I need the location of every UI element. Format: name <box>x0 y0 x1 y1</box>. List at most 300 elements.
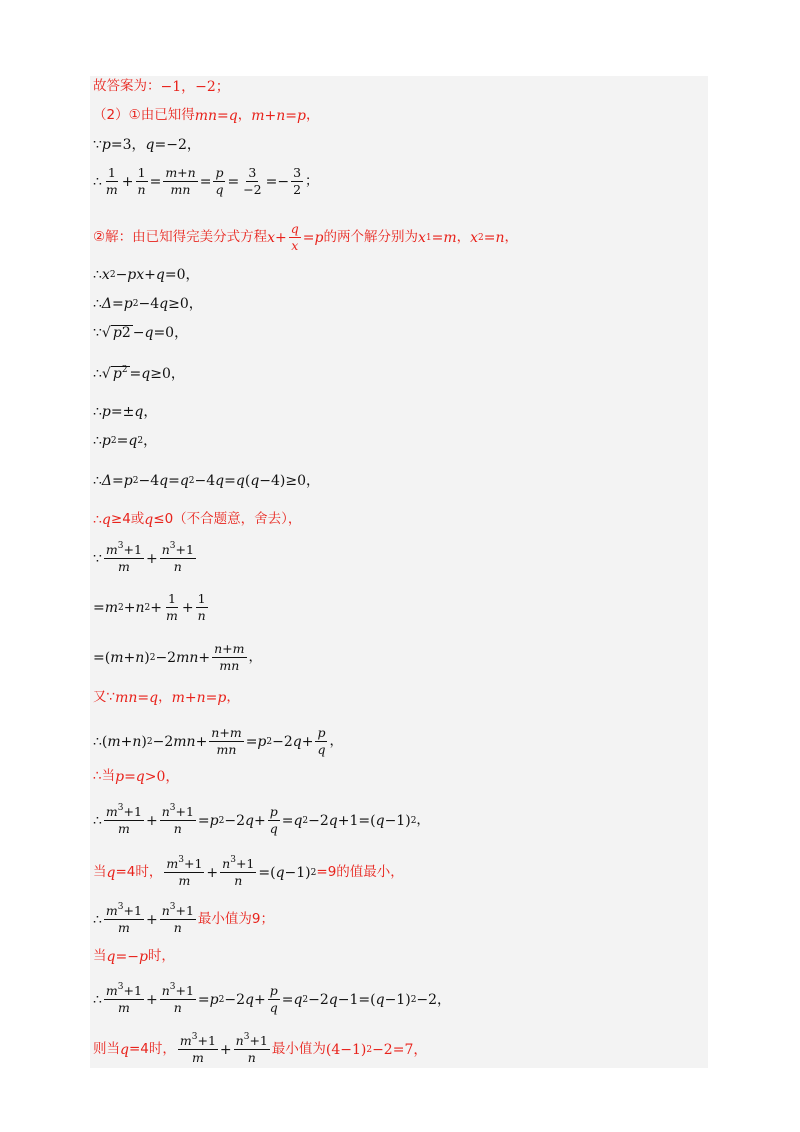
radical-sign: √ <box>101 325 111 341</box>
math: n <box>161 804 170 819</box>
denominator: n <box>173 920 182 936</box>
math: q <box>101 512 111 528</box>
text: 最小值为 <box>271 1041 326 1058</box>
text: ， <box>504 229 519 246</box>
math: +1 <box>175 804 194 819</box>
numerator: 1 <box>166 592 178 608</box>
text: 时， <box>147 948 175 965</box>
text: 最小值为9； <box>197 911 275 928</box>
math: q <box>128 433 138 449</box>
math: n <box>132 733 142 750</box>
answer-line-7: ∴ Δ = p 2 −4 q ≥0， <box>93 296 203 312</box>
because-symbol: ∵ <box>93 324 102 341</box>
math: q <box>155 267 165 283</box>
math: +1 <box>175 983 194 998</box>
text: ； <box>305 173 319 190</box>
superscript: 3 <box>169 982 176 992</box>
text: 则当 <box>93 1041 120 1058</box>
math: m <box>104 599 119 616</box>
text: =4时， <box>115 864 163 881</box>
math: = <box>129 365 142 382</box>
denominator: q <box>269 1000 278 1016</box>
answer-line-2 <box>93 109 319 123</box>
numerator: p <box>268 805 280 821</box>
math: = <box>199 173 212 190</box>
math: −4 <box>138 473 160 489</box>
math: p <box>209 991 219 1008</box>
therefore-symbol: ∴ <box>93 812 102 829</box>
math: = <box>431 229 444 246</box>
math: + <box>123 649 136 666</box>
numerator: p <box>213 166 225 182</box>
math: m <box>171 690 185 706</box>
math: +1 <box>123 804 142 819</box>
math: x <box>267 229 276 246</box>
math: + <box>195 733 208 750</box>
math: q <box>141 365 151 382</box>
superscript: 2 <box>121 365 128 375</box>
numerator <box>160 805 196 821</box>
fraction <box>289 222 301 254</box>
therefore-symbol: ∴ <box>93 473 102 489</box>
superscript: 3 <box>169 541 176 551</box>
math: ) <box>144 649 150 666</box>
math: q <box>159 296 169 312</box>
math: x <box>101 267 110 283</box>
therefore-symbol: ∴ <box>93 267 102 283</box>
superscript: 3 <box>117 902 124 912</box>
answer-line-8 <box>93 325 188 340</box>
math: q <box>120 1041 129 1058</box>
math: m <box>105 903 118 918</box>
math: m <box>179 1033 192 1048</box>
math: + <box>264 108 277 124</box>
numerator: p <box>315 726 327 742</box>
math: + <box>145 991 158 1008</box>
numerator <box>104 984 144 1000</box>
math: +1 <box>249 1033 268 1048</box>
math: p <box>209 812 219 829</box>
math: = <box>483 229 496 246</box>
math: −1) <box>384 812 411 829</box>
math: n <box>196 690 206 706</box>
math: = <box>116 433 129 449</box>
text: （2）①由已知得 <box>93 107 195 124</box>
math: =0， <box>164 267 200 283</box>
math: = <box>137 690 150 706</box>
text: ②解：由已知得完美分式方程 <box>93 229 268 246</box>
math: −2 <box>308 991 329 1008</box>
therefore-symbol: ∴ <box>93 296 102 312</box>
radical-sign: √ <box>101 366 111 382</box>
math: +1 <box>175 903 194 918</box>
math: n <box>235 1033 244 1048</box>
answer-line-4 <box>93 166 319 198</box>
math: + <box>184 690 197 706</box>
math: p <box>115 769 125 785</box>
math: m <box>107 733 121 750</box>
math: p <box>101 433 111 449</box>
math: q <box>292 733 302 750</box>
because-symbol: ∵ <box>93 137 102 153</box>
superscript: 3 <box>117 803 124 813</box>
numerator: 1 <box>106 166 118 182</box>
math: = <box>168 473 180 489</box>
text: 当 <box>93 948 107 965</box>
math: q <box>375 812 385 829</box>
math: q <box>293 991 303 1008</box>
therefore-symbol: ∴ <box>93 991 102 1008</box>
text: ∴当 <box>93 768 116 785</box>
math: p <box>123 473 133 489</box>
math: +1 <box>197 1033 216 1048</box>
math: p <box>101 404 111 420</box>
math: p <box>112 366 122 382</box>
math: mn <box>115 690 138 706</box>
therefore-symbol: ∴ <box>93 512 102 528</box>
math: p <box>217 690 227 706</box>
math: p <box>112 325 122 341</box>
math: −1，−2； <box>160 79 230 95</box>
numerator <box>104 543 144 559</box>
superscript: 3 <box>230 855 236 865</box>
math: −1) <box>284 864 311 881</box>
answer-line-9 <box>93 366 185 381</box>
text: =9的值最小， <box>316 864 404 881</box>
math: +1 <box>235 856 255 871</box>
text: ， <box>248 649 263 666</box>
therefore-symbol: ∴ <box>93 365 102 382</box>
fraction <box>104 543 144 575</box>
math: + <box>275 229 287 246</box>
fraction <box>196 592 208 624</box>
numerator: 1 <box>196 592 208 608</box>
answer-line-24: ∴ $\frac{m^3+1}{m}$ + $\frac{n^3+1}{n}$ = p 2 −2 q + $\frac{p}{q}$ = q 2 −2 q −1=( q −1) 2 −2， <box>93 982 452 1016</box>
math: ) <box>141 733 147 750</box>
math: − <box>115 267 128 283</box>
math: q <box>145 137 155 153</box>
math: ， <box>143 433 158 449</box>
answer-line-20: ∴ $\frac{m^3+1}{m}$ + $\frac{n^3+1}{n}$ = p 2 −2 q + $\frac{p}{q}$ = q 2 −2 q +1=( q −1) 2 ， <box>93 803 430 837</box>
math: ≥0， <box>150 365 185 382</box>
math: −1) <box>384 991 411 1008</box>
math: = <box>93 599 105 616</box>
math: = <box>281 991 294 1008</box>
math: n <box>161 903 170 918</box>
therefore-symbol: ∴ <box>93 433 102 449</box>
answer-line-1 <box>93 80 230 94</box>
text: ， <box>226 689 240 706</box>
math: + <box>253 812 266 829</box>
answer-line-18: ∴( m + n ) 2 −2 mn + $\frac{n+m}{mn}$ = p 2 −2 q + $\frac{p}{q}$ ， <box>93 725 343 758</box>
math: ≥0， <box>168 296 203 312</box>
denominator: n <box>234 873 243 889</box>
math: q <box>328 812 338 829</box>
math: −4 <box>194 473 216 489</box>
fraction <box>291 166 303 198</box>
math: q <box>215 473 225 489</box>
denominator: mn <box>219 658 240 674</box>
superscript: 3 <box>178 855 184 865</box>
denominator: 2 <box>293 182 302 198</box>
math: Δ <box>101 473 113 489</box>
math: = <box>245 733 258 750</box>
math: + <box>121 173 134 190</box>
math: q <box>245 812 254 829</box>
math: p <box>101 137 111 153</box>
math: −2 <box>152 733 174 750</box>
math: = <box>302 229 315 246</box>
math: ∴( <box>93 733 108 750</box>
text: 的两个解分别为 <box>323 229 418 246</box>
math: =( <box>93 649 111 666</box>
fraction <box>104 166 120 198</box>
math: = <box>217 108 229 124</box>
denominator: m <box>118 559 130 575</box>
fraction <box>160 904 196 936</box>
numerator <box>104 904 144 920</box>
math: + <box>198 649 211 666</box>
square-root <box>102 325 133 340</box>
math: p <box>138 949 148 965</box>
numerator <box>160 904 196 920</box>
numerator <box>160 984 196 1000</box>
math: −2 <box>224 991 245 1008</box>
numerator <box>220 857 256 873</box>
numerator: n+m <box>212 642 246 658</box>
math: = <box>112 296 124 312</box>
math: mn <box>176 649 199 666</box>
math: =−2， <box>154 137 201 153</box>
answer-line-23 <box>93 950 175 964</box>
math: =± <box>110 404 135 420</box>
math: n <box>161 542 170 557</box>
math: p <box>296 108 306 124</box>
numerator: 3 <box>291 166 303 182</box>
numerator <box>178 1034 218 1050</box>
answer-line-11: ∴ p 2 = q 2 ， <box>93 433 158 449</box>
text: 故答案为： <box>93 78 161 95</box>
math: n <box>135 649 145 666</box>
fraction <box>163 166 197 198</box>
denominator: n <box>173 559 182 575</box>
math: + <box>145 911 158 928</box>
answer-line-17 <box>93 691 240 705</box>
numerator: 1 <box>136 166 148 182</box>
square-root <box>102 366 130 381</box>
math: m <box>110 649 124 666</box>
math: q <box>293 812 303 829</box>
answer-line-21: 当 q =4时， $\frac{m^3+1}{m}$ + $\frac{n^3+1}{n}$ =( q −1) 2 =9的值最小， <box>93 855 404 889</box>
math: = <box>112 473 124 489</box>
math: =− <box>115 949 139 965</box>
denominator: m <box>118 821 130 837</box>
math: = <box>124 769 136 785</box>
fraction <box>212 642 246 674</box>
math: m <box>443 229 457 246</box>
because-symbol: ∵ <box>93 550 102 567</box>
denominator: m <box>105 182 118 198</box>
math: = <box>197 812 210 829</box>
math: −2 <box>155 649 177 666</box>
math: =3， <box>110 137 146 153</box>
fraction <box>104 805 144 837</box>
math: + <box>150 599 162 616</box>
math: −2=7， <box>372 1041 428 1058</box>
therefore-symbol: ∴ <box>93 911 102 928</box>
math: = <box>281 812 294 829</box>
math: −1=( <box>337 991 376 1008</box>
fraction <box>178 1034 218 1066</box>
text: 又∵ <box>93 689 116 706</box>
superscript: 3 <box>169 803 176 813</box>
math: m <box>166 856 179 871</box>
fraction <box>241 166 263 198</box>
math: =− <box>265 173 290 190</box>
text: ≥4或 <box>110 511 145 528</box>
denominator: m <box>118 920 130 936</box>
math: mn <box>173 733 196 750</box>
text: 当 <box>93 864 107 881</box>
superscript: 3 <box>191 1032 198 1042</box>
text: ， <box>416 812 430 829</box>
answer-line-10 <box>93 405 157 419</box>
numerator <box>164 857 204 873</box>
fraction <box>164 857 204 889</box>
math: m <box>251 108 265 124</box>
answer-line-25: 则当 q =4时， $\frac{m^3+1}{m}$ + $\frac{n^3+1}{n}$ 最小值为 (4−1) 2 −2=7， <box>93 1032 428 1066</box>
math: + <box>181 599 194 616</box>
numerator <box>160 543 196 559</box>
math: +1=( <box>337 812 376 829</box>
answer-line-22 <box>93 904 274 936</box>
math: + <box>219 1041 232 1058</box>
math: (4−1) <box>325 1041 367 1058</box>
numerator: 3 <box>246 166 258 182</box>
math: m <box>105 983 118 998</box>
fraction <box>315 726 327 758</box>
math: x <box>417 229 426 246</box>
fraction <box>136 166 148 198</box>
math: q <box>245 991 254 1008</box>
math: + <box>253 991 266 1008</box>
fraction <box>104 984 144 1016</box>
math: >0， <box>144 769 180 785</box>
math: = <box>285 108 297 124</box>
denominator: n <box>197 608 206 624</box>
superscript: 3 <box>117 541 124 551</box>
math: 2 <box>121 325 131 341</box>
numerator: m+n <box>163 166 197 182</box>
text: ， <box>456 229 471 246</box>
denominator: m <box>178 873 191 889</box>
therefore-symbol: ∴ <box>93 404 102 420</box>
math: q <box>106 949 116 965</box>
math: −2 <box>308 812 329 829</box>
denominator: mn <box>216 742 237 758</box>
math: mn <box>194 108 217 124</box>
math: = <box>197 991 210 1008</box>
math: + <box>301 733 314 750</box>
text: =4时， <box>128 1041 176 1058</box>
math: = <box>205 690 218 706</box>
math: =( <box>258 864 276 881</box>
math: q <box>144 324 154 341</box>
math: + <box>123 599 136 616</box>
math: − <box>132 324 145 341</box>
superscript: 3 <box>169 902 176 912</box>
denominator: m <box>191 1050 204 1066</box>
math: x <box>470 229 479 246</box>
math: q <box>159 473 169 489</box>
fraction <box>213 166 225 198</box>
fraction <box>268 805 280 837</box>
denominator: n <box>173 1000 182 1016</box>
fraction <box>234 1034 270 1066</box>
math: p <box>257 733 267 750</box>
math: q <box>144 512 154 528</box>
therefore-symbol: ∴ <box>93 173 102 190</box>
answer-line-15: = m 2 + n 2 + $\frac{1}{m}$ + $\frac{1}{n}$ <box>93 591 206 624</box>
math: p <box>314 229 324 246</box>
math: n <box>495 229 505 246</box>
denominator: n <box>137 182 146 198</box>
math: =0， <box>153 324 189 341</box>
math: −2 <box>272 733 293 750</box>
answer-line-19 <box>93 770 179 784</box>
math: −2 <box>224 812 245 829</box>
numerator <box>234 1034 270 1050</box>
superscript: 3 <box>117 982 124 992</box>
math: −4 <box>138 296 160 312</box>
denominator: n <box>173 821 182 837</box>
numerator <box>104 805 144 821</box>
math: q <box>250 473 260 489</box>
math: q <box>134 404 144 420</box>
fraction <box>209 726 243 758</box>
numerator: q <box>289 222 301 238</box>
math: +1 <box>123 542 142 557</box>
math: = <box>224 473 236 489</box>
math: + <box>145 812 158 829</box>
math: Δ <box>101 296 113 312</box>
text: ， <box>158 689 172 706</box>
radicand <box>111 366 130 381</box>
fraction <box>220 857 256 889</box>
answer-line-5: ②解：由已知得完美分式方程 x + $\frac{q}{x}$ = p 的两个解分别为 x 1 = m ， x 2 = n ， <box>93 221 519 254</box>
denominator: −2 <box>243 182 262 198</box>
math: q <box>149 690 159 706</box>
fraction <box>104 904 144 936</box>
numerator: p <box>268 984 280 1000</box>
fraction <box>160 984 196 1016</box>
math: p <box>123 296 133 312</box>
math: + <box>144 267 156 283</box>
math: q <box>106 864 116 881</box>
math: n <box>161 983 170 998</box>
denominator: q <box>317 742 326 758</box>
text: ， <box>305 107 320 124</box>
math: n <box>276 108 286 124</box>
fraction <box>160 805 196 837</box>
denominator: n <box>247 1050 256 1066</box>
answer-line-12: ∴ Δ = p 2 −4 q = q 2 −4 q = q ( q −4)≥0， <box>93 473 321 489</box>
math: +1 <box>123 983 142 998</box>
math: q <box>179 473 189 489</box>
math: n <box>222 856 231 871</box>
denominator: m <box>118 1000 130 1016</box>
answer-line-3 <box>93 138 201 152</box>
